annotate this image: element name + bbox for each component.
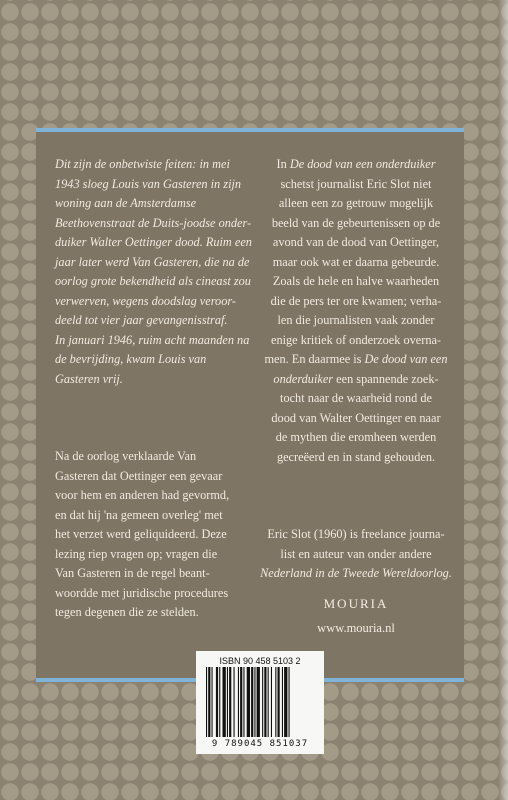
text-line: die de pers ter ore kwamen; verha- [270, 293, 442, 308]
barcode-bar [238, 667, 239, 737]
publisher-name: MOURIA [323, 596, 389, 611]
text-line: avond van de dood van Oettinger, [272, 235, 440, 249]
ean-number: 9 789045 851037 [211, 739, 309, 749]
barcode-bar [271, 667, 272, 737]
barcode-bar [268, 667, 269, 737]
intro-paragraph [55, 155, 253, 389]
text-line: en dat hij 'na gemeen overleg' met [55, 507, 223, 522]
barcode-bar [206, 667, 207, 737]
text-line: maar ook wat er daarna gebeurde. [272, 254, 440, 269]
text-line: Na de oorlog verklaarde Van [55, 449, 197, 463]
top-accent-rule [36, 128, 464, 132]
text-line: dood van Walter Oettinger en naar [271, 410, 441, 425]
left-column [55, 155, 253, 623]
publisher-website: www.mouria.nl [317, 621, 395, 635]
barcode-bars [204, 667, 316, 739]
barcode-bar [254, 667, 255, 737]
barcode-bar [227, 667, 228, 737]
text-line: Gasteren dat Oettinger een gevaar [55, 468, 223, 483]
barcode-bar [234, 667, 235, 737]
text-line: schetst journalist Eric Slot niet [280, 176, 432, 191]
barcode-bar [251, 667, 253, 737]
barcode-bar [216, 667, 218, 737]
barcode-bar [284, 667, 287, 737]
text-line: lezing riep vragen op; vragen die [55, 546, 218, 561]
text-line: In De dood van een onderduiker [276, 157, 436, 171]
text-line: de mythen die eromheen werden [275, 430, 437, 444]
barcode-bar [208, 667, 210, 737]
text-line: list en auteur van onder andere [280, 546, 432, 561]
text-line: 1943 sloeg Louis van Gasteren in zijn [55, 176, 242, 191]
text-line: gecreëerd en in stand gehouden. [276, 449, 436, 464]
barcode-bar [262, 667, 263, 737]
text-line: tegen degenen die ze stelden. [55, 605, 199, 619]
text-line: woning aan de Amsterdamse [55, 196, 197, 210]
text-line: Dit zijn de onbetwiste feiten: in mei [55, 157, 230, 171]
text-line: Eric Slot (1960) is freelance journa- [267, 527, 445, 541]
text-line: Gasteren vrij. [55, 371, 123, 386]
book-title: De dood van een onderduiker [289, 157, 436, 171]
book-title: onderduiker [273, 371, 334, 386]
context-paragraph [55, 447, 253, 623]
barcode-bar [275, 667, 276, 737]
barcode-bar [219, 667, 220, 737]
barcode [196, 651, 324, 754]
barcode-bar [243, 667, 244, 737]
text-line: verwerven, wegens doodslag veroor- [55, 293, 236, 308]
author-bio [256, 525, 456, 584]
barcode-bar [282, 667, 283, 737]
barcode-bar [289, 667, 290, 737]
text-line: oorlog grote bekendheid als cineast zou [55, 274, 251, 288]
summary-paragraph [256, 155, 456, 467]
text-line: duiker Walter Oettinger dood. Ruim een [55, 235, 252, 249]
text-line: len die journalisten vaak zonder [277, 313, 435, 327]
text-line: beeld van de gebeurtenissen op de [271, 215, 441, 230]
barcode-bar [247, 667, 250, 737]
book-title: De dood van een [364, 352, 448, 366]
barcode-bar [223, 667, 226, 737]
barcode-bar [264, 667, 266, 737]
text-line: Beethovenstraat de Duits-joodse onder- [55, 215, 252, 230]
barcode-bar [212, 667, 213, 737]
text-line: In januari 1946, ruim acht maanden na [55, 332, 250, 347]
text-line: tocht naar de waarheid rond de [280, 391, 432, 405]
text-line: deeld tot vier jaar gevangenisstraf. [55, 313, 228, 327]
text-line: het verzet werd geliquideerd. Deze [55, 527, 227, 541]
text-line: alleen een zo getrouw mogelijk [278, 196, 434, 210]
text-line: jaar later werd Van Gasteren, die na de [55, 254, 250, 269]
text-line: voor hem en anderen had gevormd, [55, 488, 230, 502]
barcode-bar [240, 667, 242, 737]
text-line: Nederland in de Tweede Wereldoorlog. [260, 566, 452, 580]
text-line: Zoals de hele en halve waarheden [272, 274, 440, 288]
text-line: enige kritiek of onderzoek overna- [270, 332, 442, 347]
barcode-bar [278, 667, 280, 737]
isbn-number: ISBN 90 458 5103 2 [219, 656, 301, 666]
text-line: Van Gasteren in de regel beant- [55, 566, 210, 580]
text-line: men. En daarmee is De dood van een [264, 352, 448, 366]
barcode-bar [257, 667, 260, 737]
text-line: woordde met juridische procedures [55, 585, 229, 600]
text-line: onderduiker een spannende zoek- [273, 371, 439, 386]
text-line: de bevrijding, kwam Louis van [55, 352, 207, 366]
right-column [256, 155, 456, 584]
barcode-bar [229, 667, 231, 737]
